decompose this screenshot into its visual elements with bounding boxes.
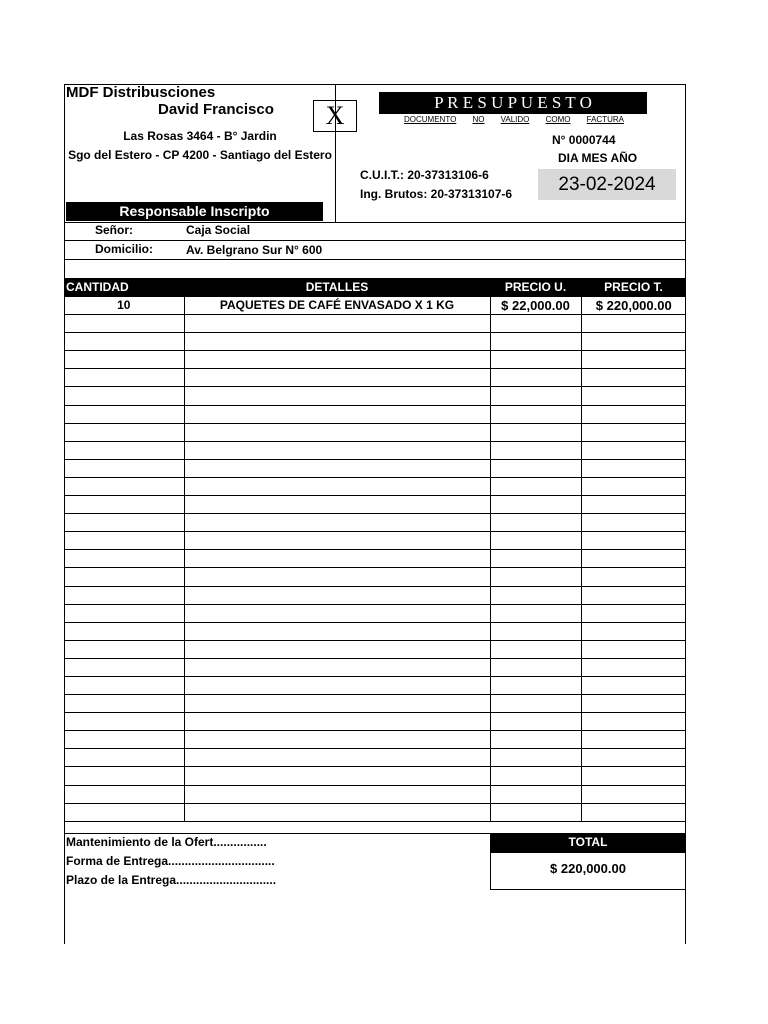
- empty-cell: [184, 405, 490, 423]
- table-row-empty: [64, 477, 686, 495]
- empty-cell: [184, 785, 490, 803]
- col-header-detalles: DETALLES: [184, 278, 490, 297]
- empty-cell: [490, 586, 581, 604]
- empty-cell: [581, 586, 686, 604]
- empty-cell: [581, 369, 686, 387]
- empty-cell: [64, 532, 184, 550]
- table-row-empty: [64, 459, 686, 477]
- empty-cell: [581, 767, 686, 785]
- empty-cell: [490, 423, 581, 441]
- empty-cell: [184, 441, 490, 459]
- empty-cell: [490, 441, 581, 459]
- empty-cell: [64, 767, 184, 785]
- client-address: Av. Belgrano Sur N° 600: [186, 243, 323, 257]
- cell-precio-unitario: $ 22,000.00: [490, 297, 581, 315]
- empty-cell: [490, 803, 581, 821]
- empty-cell: [581, 749, 686, 767]
- empty-cell: [184, 315, 490, 333]
- empty-cell: [64, 640, 184, 658]
- delivery-time: Plazo de la Entrega..............................: [66, 873, 277, 887]
- empty-cell: [581, 622, 686, 640]
- table-row-empty: [64, 622, 686, 640]
- company-address: Las Rosas 3464 - B° Jardin: [123, 129, 277, 143]
- table-row-empty: [64, 387, 686, 405]
- empty-cell: [490, 713, 581, 731]
- empty-cell: [184, 586, 490, 604]
- table-row-empty: [64, 676, 686, 694]
- table-row-empty: [64, 496, 686, 514]
- company-city: Sgo del Estero - CP 4200 - Santiago del Estero: [68, 148, 332, 162]
- empty-cell: [490, 676, 581, 694]
- empty-cell: [581, 351, 686, 369]
- empty-cell: [184, 477, 490, 495]
- table-row-empty: [64, 658, 686, 676]
- empty-cell: [490, 387, 581, 405]
- divider: [64, 222, 686, 223]
- col-header-precio-unitario: PRECIO U.: [490, 278, 581, 297]
- empty-cell: [64, 514, 184, 532]
- empty-cell: [64, 369, 184, 387]
- table-row-empty: [64, 351, 686, 369]
- empty-cell: [184, 423, 490, 441]
- empty-cell: [64, 622, 184, 640]
- empty-cell: [581, 550, 686, 568]
- empty-cell: [490, 767, 581, 785]
- empty-cell: [184, 604, 490, 622]
- empty-cell: [581, 477, 686, 495]
- empty-cell: [184, 387, 490, 405]
- empty-cell: [184, 514, 490, 532]
- empty-cell: [490, 695, 581, 713]
- table-row-empty: [64, 405, 686, 423]
- empty-cell: [581, 731, 686, 749]
- empty-cell: [184, 532, 490, 550]
- client-address-label: Domicilio:: [95, 242, 154, 256]
- table-row-empty: [64, 749, 686, 767]
- empty-cell: [490, 459, 581, 477]
- empty-cell: [581, 333, 686, 351]
- empty-cell: [581, 785, 686, 803]
- empty-cell: [184, 749, 490, 767]
- empty-cell: [490, 550, 581, 568]
- offer-validity: Mantenimiento de la Ofert................: [66, 835, 267, 849]
- empty-cell: [490, 731, 581, 749]
- table-row-empty: [64, 640, 686, 658]
- tax-condition-banner: Responsable Inscripto: [66, 202, 323, 221]
- empty-cell: [64, 550, 184, 568]
- table-row-empty: [64, 532, 686, 550]
- empty-cell: [581, 676, 686, 694]
- table-row-empty: [64, 586, 686, 604]
- table-row-empty: [64, 333, 686, 351]
- empty-cell: [490, 351, 581, 369]
- empty-cell: [64, 785, 184, 803]
- document-number: N° 0000744: [552, 133, 616, 147]
- empty-cell: [64, 459, 184, 477]
- empty-cell: [184, 767, 490, 785]
- empty-cell: [64, 496, 184, 514]
- empty-cell: [581, 423, 686, 441]
- empty-cell: [64, 586, 184, 604]
- empty-cell: [64, 749, 184, 767]
- total-box: [490, 833, 686, 890]
- empty-cell: [490, 514, 581, 532]
- empty-cell: [490, 749, 581, 767]
- empty-cell: [64, 441, 184, 459]
- empty-cell: [581, 387, 686, 405]
- client-name: Caja Social: [186, 223, 251, 237]
- empty-cell: [184, 550, 490, 568]
- empty-cell: [64, 604, 184, 622]
- empty-cell: [581, 514, 686, 532]
- cell-cantidad: 10: [64, 297, 184, 315]
- empty-cell: [64, 405, 184, 423]
- empty-cell: [64, 333, 184, 351]
- empty-cell: [184, 351, 490, 369]
- empty-cell: [490, 568, 581, 586]
- client-name-label: Señor:: [95, 223, 134, 237]
- disclaimer-word: VALIDO: [500, 115, 530, 124]
- col-header-precio-total: PRECIO T.: [581, 278, 686, 297]
- items-table: [64, 278, 686, 822]
- empty-cell: [490, 477, 581, 495]
- empty-cell: [581, 803, 686, 821]
- empty-cell: [490, 640, 581, 658]
- empty-cell: [184, 640, 490, 658]
- table-row-empty: [64, 604, 686, 622]
- company-owner: David Francisco: [158, 101, 274, 118]
- empty-cell: [490, 785, 581, 803]
- empty-cell: [64, 387, 184, 405]
- empty-cell: [581, 640, 686, 658]
- empty-cell: [490, 333, 581, 351]
- delivery-method: Forma de Entrega................................: [66, 854, 275, 868]
- table-row-empty: [64, 695, 686, 713]
- empty-cell: [184, 459, 490, 477]
- empty-cell: [490, 532, 581, 550]
- empty-cell: [64, 315, 184, 333]
- empty-cell: [184, 333, 490, 351]
- table-header-row: [64, 278, 686, 297]
- empty-cell: [581, 405, 686, 423]
- disclaimer-word: NO: [472, 115, 485, 124]
- disclaimer: [404, 115, 624, 124]
- empty-cell: [581, 604, 686, 622]
- empty-cell: [490, 405, 581, 423]
- empty-cell: [581, 496, 686, 514]
- col-header-cantidad: CANTIDAD: [64, 278, 184, 297]
- total-amount: $ 220,000.00: [550, 861, 626, 876]
- empty-cell: [64, 568, 184, 586]
- empty-cell: [490, 622, 581, 640]
- empty-cell: [64, 695, 184, 713]
- empty-cell: [490, 315, 581, 333]
- empty-cell: [64, 676, 184, 694]
- document-title: P R E S U P U E S T O: [379, 92, 647, 114]
- table-row-empty: [64, 803, 686, 821]
- table-row-empty: [64, 315, 686, 333]
- empty-cell: [64, 423, 184, 441]
- empty-cell: [581, 568, 686, 586]
- disclaimer-word: DOCUMENTO: [404, 115, 457, 124]
- empty-cell: [581, 713, 686, 731]
- empty-cell: [184, 803, 490, 821]
- empty-cell: [490, 369, 581, 387]
- empty-cell: [184, 568, 490, 586]
- table-row-empty: [64, 731, 686, 749]
- empty-cell: [184, 496, 490, 514]
- table-row-empty: [64, 785, 686, 803]
- empty-cell: [184, 731, 490, 749]
- empty-cell: [581, 459, 686, 477]
- empty-cell: [184, 676, 490, 694]
- ingresos-brutos: Ing. Brutos: 20-37313107-6: [360, 187, 513, 201]
- table-row-empty: [64, 441, 686, 459]
- cuit: C.U.I.T.: 20-37313106-6: [360, 168, 489, 182]
- empty-cell: [581, 695, 686, 713]
- empty-cell: [581, 532, 686, 550]
- empty-cell: [581, 658, 686, 676]
- table-row-empty: [64, 767, 686, 785]
- cell-detalles: PAQUETES DE CAFÉ ENVASADO X 1 KG: [184, 297, 490, 315]
- empty-cell: [64, 731, 184, 749]
- empty-cell: [64, 477, 184, 495]
- empty-cell: [581, 315, 686, 333]
- empty-cell: [64, 803, 184, 821]
- document-letter-box: X: [313, 100, 357, 132]
- empty-cell: [184, 658, 490, 676]
- document-date: 23-02-2024: [538, 169, 676, 200]
- divider: [64, 240, 686, 241]
- disclaimer-word: FACTURA: [586, 115, 624, 124]
- empty-cell: [184, 713, 490, 731]
- empty-cell: [64, 713, 184, 731]
- table-row-empty: [64, 713, 686, 731]
- empty-cell: [490, 658, 581, 676]
- date-label: DIA MES AÑO: [558, 151, 638, 165]
- table-row-empty: [64, 423, 686, 441]
- company-name: MDF Distribusciones: [66, 84, 216, 101]
- empty-cell: [490, 496, 581, 514]
- cell-precio-total: $ 220,000.00: [581, 297, 686, 315]
- empty-cell: [184, 622, 490, 640]
- empty-cell: [490, 604, 581, 622]
- table-row-empty: [64, 550, 686, 568]
- empty-cell: [581, 441, 686, 459]
- disclaimer-word: COMO: [545, 115, 571, 124]
- table-row-empty: [64, 514, 686, 532]
- empty-cell: [64, 658, 184, 676]
- empty-cell: [184, 369, 490, 387]
- table-row-empty: [64, 369, 686, 387]
- divider: [64, 259, 686, 260]
- table-row-empty: [64, 568, 686, 586]
- empty-cell: [184, 695, 490, 713]
- table-row: [64, 297, 686, 315]
- empty-cell: [64, 351, 184, 369]
- total-label: TOTAL: [491, 834, 685, 853]
